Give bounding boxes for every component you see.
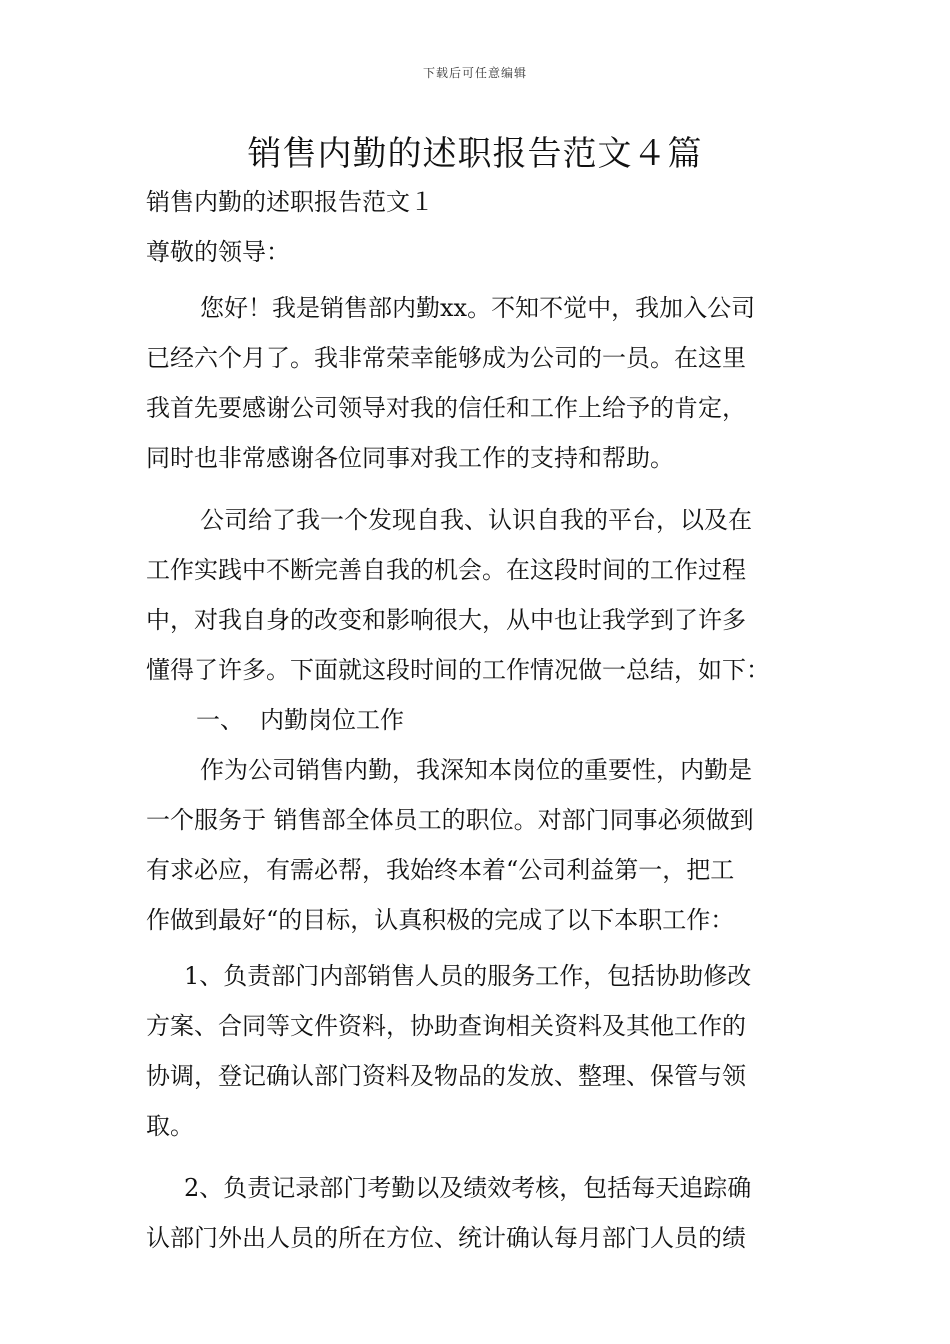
paragraph-line: 您好！我是销售部内勤xx。不知不觉中，我加入公司 <box>200 294 756 322</box>
paragraph-line: 懂得了许多。下面就这段时间的工作情况做一总结，如下： <box>146 656 770 684</box>
paragraph-line: 我首先要感谢公司领导对我的信任和工作上给予的肯定， <box>146 394 746 422</box>
paragraph-line: 取。 <box>146 1112 194 1140</box>
section-heading <box>146 695 806 745</box>
paragraph-line: 方案、合同等文件资料，协助查询相关资料及其他工作的 <box>146 1012 746 1040</box>
paragraph-line: 作做到最好“的目标，认真积极的完成了以下本职工作： <box>146 906 735 934</box>
paragraph-5 <box>146 1163 806 1263</box>
paragraph-line: 同时也非常感谢各位同事对我工作的支持和帮助。 <box>146 444 674 472</box>
paragraph-line: 认部门外出人员的所在方位、统计确认每月部门人员的绩 <box>146 1224 746 1252</box>
section-heading-number: 一、 <box>196 706 244 734</box>
paragraph-2 <box>146 495 806 695</box>
salutation: 尊敬的领导： <box>146 238 290 266</box>
paragraph-line: 中，对我自身的改变和影响很大，从中也让我学到了许多 <box>146 606 746 634</box>
paragraph-line: 作为公司销售内勤，我深知本岗位的重要性，内勤是 <box>200 756 752 784</box>
document-title: 销售内勤的述职报告范文４篇 <box>247 134 703 174</box>
paragraph-line: 公司给了我一个发现自我、认识自我的平台，以及在 <box>200 506 752 534</box>
subtitle: 销售内勤的述职报告范文１ <box>146 188 434 216</box>
paragraph-3 <box>146 745 806 945</box>
paragraph-line: 1、负责部门内部销售人员的服务工作，包括协助修改 <box>184 962 752 990</box>
paragraph-4 <box>146 951 806 1151</box>
paragraph-line: 协调，登记确认部门资料及物品的发放、整理、保管与领 <box>146 1062 746 1090</box>
paragraph-line: 已经六个月了。我非常荣幸能够成为公司的一员。在这里 <box>146 344 746 372</box>
paragraph-line: 一个服务于 销售部全体员工的职位。对部门同事必须做到 <box>146 806 754 834</box>
header-note: 下载后可任意编辑 <box>422 66 527 80</box>
paragraph-1 <box>146 283 806 483</box>
section-heading-text: 内勤岗位工作 <box>260 706 404 734</box>
paragraph-line: 工作实践中不断完善自我的机会。在这段时间的工作过程 <box>146 556 746 584</box>
paragraph-line: 有求必应，有需必帮，我始终本着“公司利益第一，把工 <box>146 856 735 884</box>
paragraph-line: 2、负责记录部门考勤以及绩效考核，包括每天追踪确 <box>184 1174 752 1202</box>
document-body <box>146 177 806 1263</box>
